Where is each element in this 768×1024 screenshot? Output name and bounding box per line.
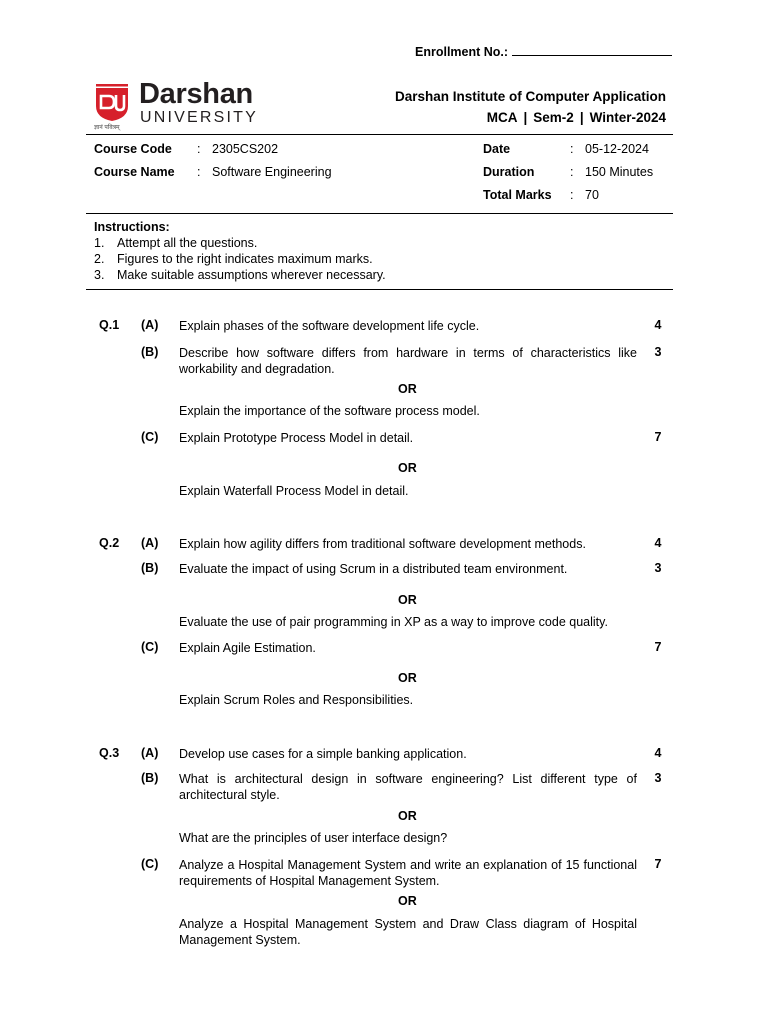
part-label: (A) (141, 536, 159, 550)
instruction-item (94, 235, 257, 251)
enrollment-label: Enrollment No.: (415, 45, 509, 59)
course-name-label: Course Name (94, 165, 175, 179)
or-separator: OR (398, 461, 417, 475)
total-marks-value: 70 (585, 188, 599, 202)
university-logo-icon (94, 84, 130, 122)
part-label: (B) (141, 345, 159, 359)
question-marks: 3 (654, 345, 662, 359)
separator: | (579, 110, 584, 125)
instruction-item (94, 267, 386, 283)
duration-value: 150 Minutes (585, 165, 654, 179)
instruction-number: 3. (94, 268, 105, 282)
part-label: (B) (141, 771, 159, 785)
or-separator: OR (398, 593, 417, 607)
program: MCA (486, 110, 518, 125)
colon: : (570, 165, 574, 179)
alternate-question-text: What are the principles of user interface design? (179, 831, 448, 845)
part-label: (C) (141, 857, 159, 871)
enrollment-field (415, 43, 672, 59)
alternate-question-text: Explain Waterfall Process Model in detail. (179, 484, 409, 498)
instruction-number: 1. (94, 236, 105, 250)
part-label: (C) (141, 430, 159, 444)
question-text: Explain Prototype Process Model in detail. (179, 431, 414, 445)
part-label: (C) (141, 640, 159, 654)
question-text: Analyze a Hospital Management System and write an explanation of 15 functional requirements of Hospital Management System. (179, 858, 637, 888)
colon: : (197, 165, 201, 179)
enrollment-blank (512, 43, 672, 56)
question-text: What is architectural design in software engineering? List different type of architectural style. (179, 772, 637, 802)
or-separator: OR (398, 809, 417, 823)
or-separator: OR (398, 894, 417, 908)
instruction-item (94, 251, 373, 267)
question-marks: 7 (654, 430, 662, 444)
question-text: Explain how agility differs from traditional software development methods. (179, 537, 586, 551)
question-marks: 3 (654, 561, 662, 575)
course-name-value: Software Engineering (212, 165, 332, 179)
semester: Sem-2 (533, 110, 574, 125)
logo-university: UNIVERSITY (140, 109, 259, 126)
question-marks: 3 (654, 771, 662, 785)
colon: : (197, 142, 201, 156)
question-marks: 4 (654, 746, 662, 760)
or-separator: OR (398, 382, 417, 396)
question-text: Explain Agile Estimation. (179, 641, 316, 655)
date-label: Date (483, 142, 511, 156)
alternate-question-text: Analyze a Hospital Management System and Draw Class diagram of Hospital Management System. (179, 917, 637, 947)
course-code-label: Course Code (94, 142, 172, 156)
session: Winter-2024 (589, 110, 666, 125)
part-label: (A) (141, 318, 159, 332)
instruction-text: Figures to the right indicates maximum marks. (117, 252, 373, 266)
question-marks: 7 (654, 857, 662, 871)
question-text: Evaluate the impact of using Scrum in a distributed team environment. (179, 562, 568, 576)
alternate-question-text: Evaluate the use of pair programming in XP as a way to improve code quality. (179, 615, 608, 629)
total-marks-label: Total Marks (483, 188, 552, 202)
divider (86, 134, 673, 135)
divider (86, 289, 673, 290)
part-label: (A) (141, 746, 159, 760)
colon: : (570, 188, 574, 202)
course-code-value: 2305CS202 (212, 142, 279, 156)
alternate-question-text: Explain the importance of the software process model. (179, 404, 480, 418)
colon: : (570, 142, 574, 156)
question-number: Q.3 (99, 746, 120, 760)
part-label: (B) (141, 561, 159, 575)
question-number: Q.2 (99, 536, 120, 550)
divider (86, 213, 673, 214)
instruction-text: Make suitable assumptions wherever necessary. (117, 268, 386, 282)
institute-name: Darshan Institute of Computer Application (394, 89, 666, 104)
duration-label: Duration (483, 165, 535, 179)
or-separator: OR (398, 671, 417, 685)
logo-tagline: ज्ञानं पवित्रम् (94, 125, 120, 131)
question-marks: 7 (654, 640, 662, 654)
program-line (487, 110, 666, 125)
question-marks: 4 (654, 536, 662, 550)
alternate-question-text: Explain Scrum Roles and Responsibilities. (179, 693, 414, 707)
date-value: 05-12-2024 (585, 142, 649, 156)
question-text: Develop use cases for a simple banking application. (179, 747, 467, 761)
question-text: Explain phases of the software development life cycle. (179, 319, 480, 333)
question-text: Describe how software differs from hardware in terms of characteristics like workability and degradation. (179, 346, 637, 376)
instruction-text: Attempt all the questions. (117, 236, 258, 250)
question-marks: 4 (654, 318, 662, 332)
logo-name: Darshan (139, 78, 253, 110)
instructions-title: Instructions: (94, 220, 170, 234)
question-number: Q.1 (99, 318, 120, 332)
instruction-number: 2. (94, 252, 105, 266)
separator: | (523, 110, 528, 125)
